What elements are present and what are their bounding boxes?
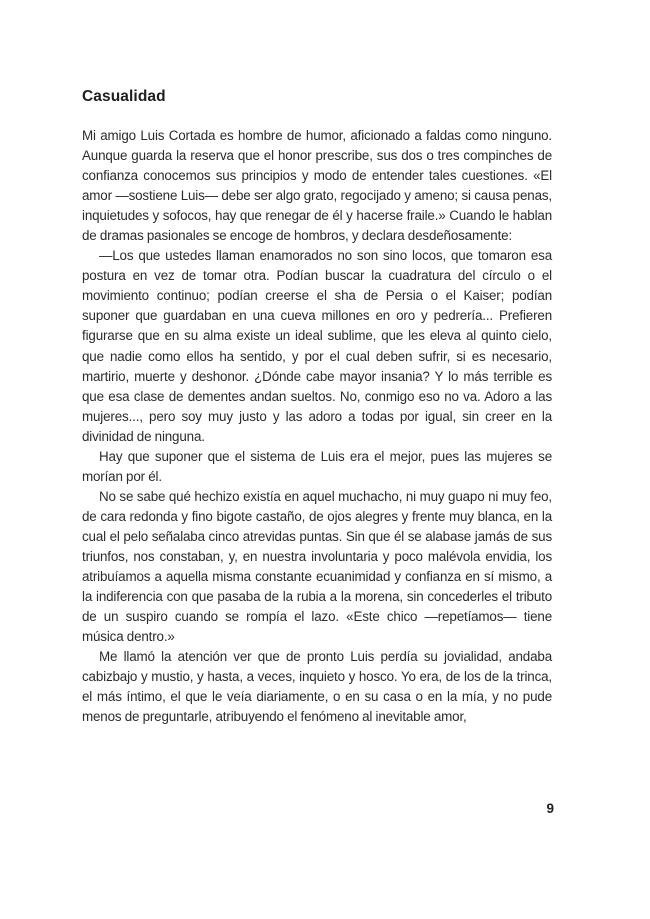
paragraph-4: No se sabe qué hechizo existía en aquel muchacho, ni muy guapo ni muy feo, de cara redonda y fino bigote castaño, de ojos alegres y frente muy blanca, en la cual el pelo señalaba cinco atrevidas puntas. Sin que él se alabase jamás de sus triunfos, nos constaban, y, en nuestra involuntaria y poco malévola envidia, los atribuíamos a aquella misma constante ecuanimidad y confianza en sí mismo, a la indiferencia con que pasaba de la rubia a la morena, sin concederles el tributo de un suspiro cuando se rompía el lazo. «Este chico —repetíamos— tiene música dentro.»	[82, 488, 552, 645]
chapter-title: Casualidad	[82, 88, 166, 105]
paragraph-5: Me llamó la atención ver que de pronto Luis perdía su jovialidad, andaba cabizbajo y mustio, y hasta, a veces, inquieto y hosco. Yo era, de los de la trinca, el más íntimo, el que le veía diariamente, o en su casa o en la mía, y no pude menos de preguntarle, atribuyendo el fenómeno al inevitable amor,	[82, 649, 552, 725]
paragraph-3: Hay que suponer que el sistema de Luis era el mejor, pues las mujeres se morían por él.	[82, 448, 552, 484]
body-text	[82, 126, 552, 727]
paragraph-2: —Los que ustedes llaman enamorados no son sino locos, que tomaron esa postura en vez de tomar otra. Podían buscar la cuadratura del círculo o el movimiento continuo; podían creerse el sha de Persia o el Kaiser; podían suponer que guardaban en una cueva millones en oro y pedrería... Prefieren figurarse que en su alma existe un ideal sublime, que les eleva al quinto cielo, que nadie como ellos ha sentido, y por el cual deben sufrir, si es necesario, martirio, muerte y deshonor. ¿Dónde cabe mayor insania? Y lo más terrible es que esa clase de dementes andan sueltos. No, conmigo eso no va. Adoro a las mujeres..., pero soy muy justo y las adoro a todas por igual, sin creer en la divinidad de ninguna.	[82, 248, 552, 444]
paragraph-1: Mi amigo Luis Cortada es hombre de humor, aficionado a faldas como ninguno. Aunque guarda la reserva que el honor prescribe, sus dos o tres compinches de confianza conocemos sus principios y modo de entender tales cuestiones. «El amor —sostiene Luis— debe ser algo grato, regocijado y ameno; si causa penas, inquietudes y sofocos, hay que renegar de él y hacerse fraile.» Cuando le hablan de dramas pasionales se encoge de hombros, y declara desdeñosamente:	[82, 128, 552, 244]
page-number: 9	[546, 801, 554, 816]
